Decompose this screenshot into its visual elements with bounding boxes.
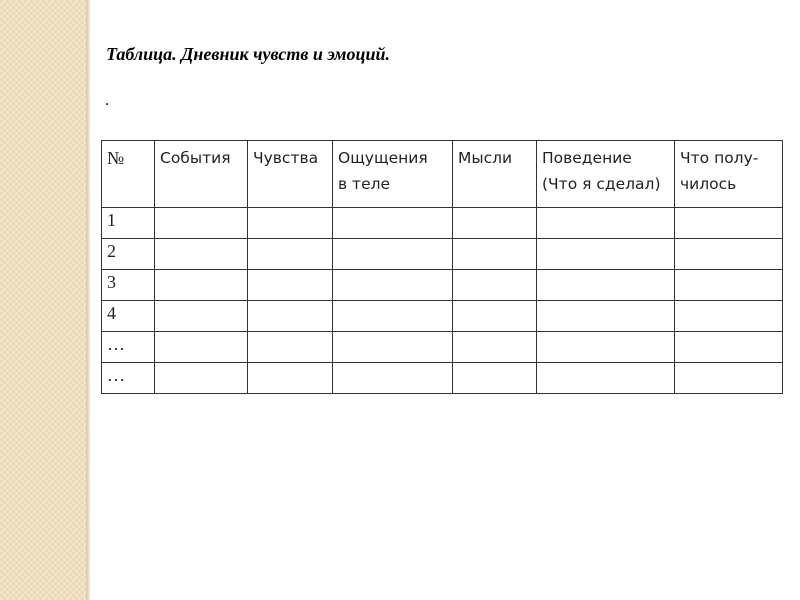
table-header-row [102, 141, 783, 208]
table-cell [675, 363, 783, 394]
table-cell [453, 363, 537, 394]
row-number: 1 [102, 208, 155, 239]
table-row [102, 270, 783, 301]
row-number: … [102, 363, 155, 394]
side-strip-edge [86, 0, 90, 600]
table-row [102, 301, 783, 332]
header-events: События [155, 141, 248, 208]
table-cell [537, 301, 675, 332]
table-cell [537, 270, 675, 301]
table-cell [537, 363, 675, 394]
table-cell [333, 239, 453, 270]
table-cell [537, 239, 675, 270]
table-cell [537, 208, 675, 239]
table-cell [675, 239, 783, 270]
row-number: 2 [102, 239, 155, 270]
table-cell [248, 239, 333, 270]
table-cell [453, 332, 537, 363]
table-cell [333, 301, 453, 332]
header-body-sensations: Ощущения в теле [333, 141, 453, 208]
table-cell [333, 208, 453, 239]
table-cell [248, 301, 333, 332]
table-cell [537, 332, 675, 363]
header-behavior: Поведение (Что я сделал) [537, 141, 675, 208]
table-cell [248, 208, 333, 239]
table-cell [675, 270, 783, 301]
table-cell [248, 363, 333, 394]
header-result: Что полу- чилось [675, 141, 783, 208]
table-cell [675, 301, 783, 332]
header-number: № [102, 141, 155, 208]
table-row [102, 239, 783, 270]
row-number: 4 [102, 301, 155, 332]
header-feelings: Чувства [248, 141, 333, 208]
table-cell [453, 301, 537, 332]
table-row [102, 363, 783, 394]
table-cell [675, 208, 783, 239]
table-cell [333, 270, 453, 301]
table-row [102, 332, 783, 363]
table-cell [155, 363, 248, 394]
feelings-diary-table [101, 140, 783, 394]
row-number: 3 [102, 270, 155, 301]
table-cell [453, 239, 537, 270]
table-cell [248, 270, 333, 301]
table-cell [155, 270, 248, 301]
table-cell [453, 270, 537, 301]
table-cell [675, 332, 783, 363]
table-row [102, 208, 783, 239]
table-cell [333, 363, 453, 394]
period-mark: . [105, 92, 109, 109]
table-cell [155, 239, 248, 270]
table-cell [248, 332, 333, 363]
table-cell [155, 301, 248, 332]
header-thoughts: Мысли [453, 141, 537, 208]
table-cell [333, 332, 453, 363]
row-number: … [102, 332, 155, 363]
decorative-side-strip [0, 0, 86, 600]
table-cell [453, 208, 537, 239]
table-cell [155, 332, 248, 363]
page-title: Таблица. Дневник чувств и эмоций. [106, 44, 391, 64]
table-cell [155, 208, 248, 239]
